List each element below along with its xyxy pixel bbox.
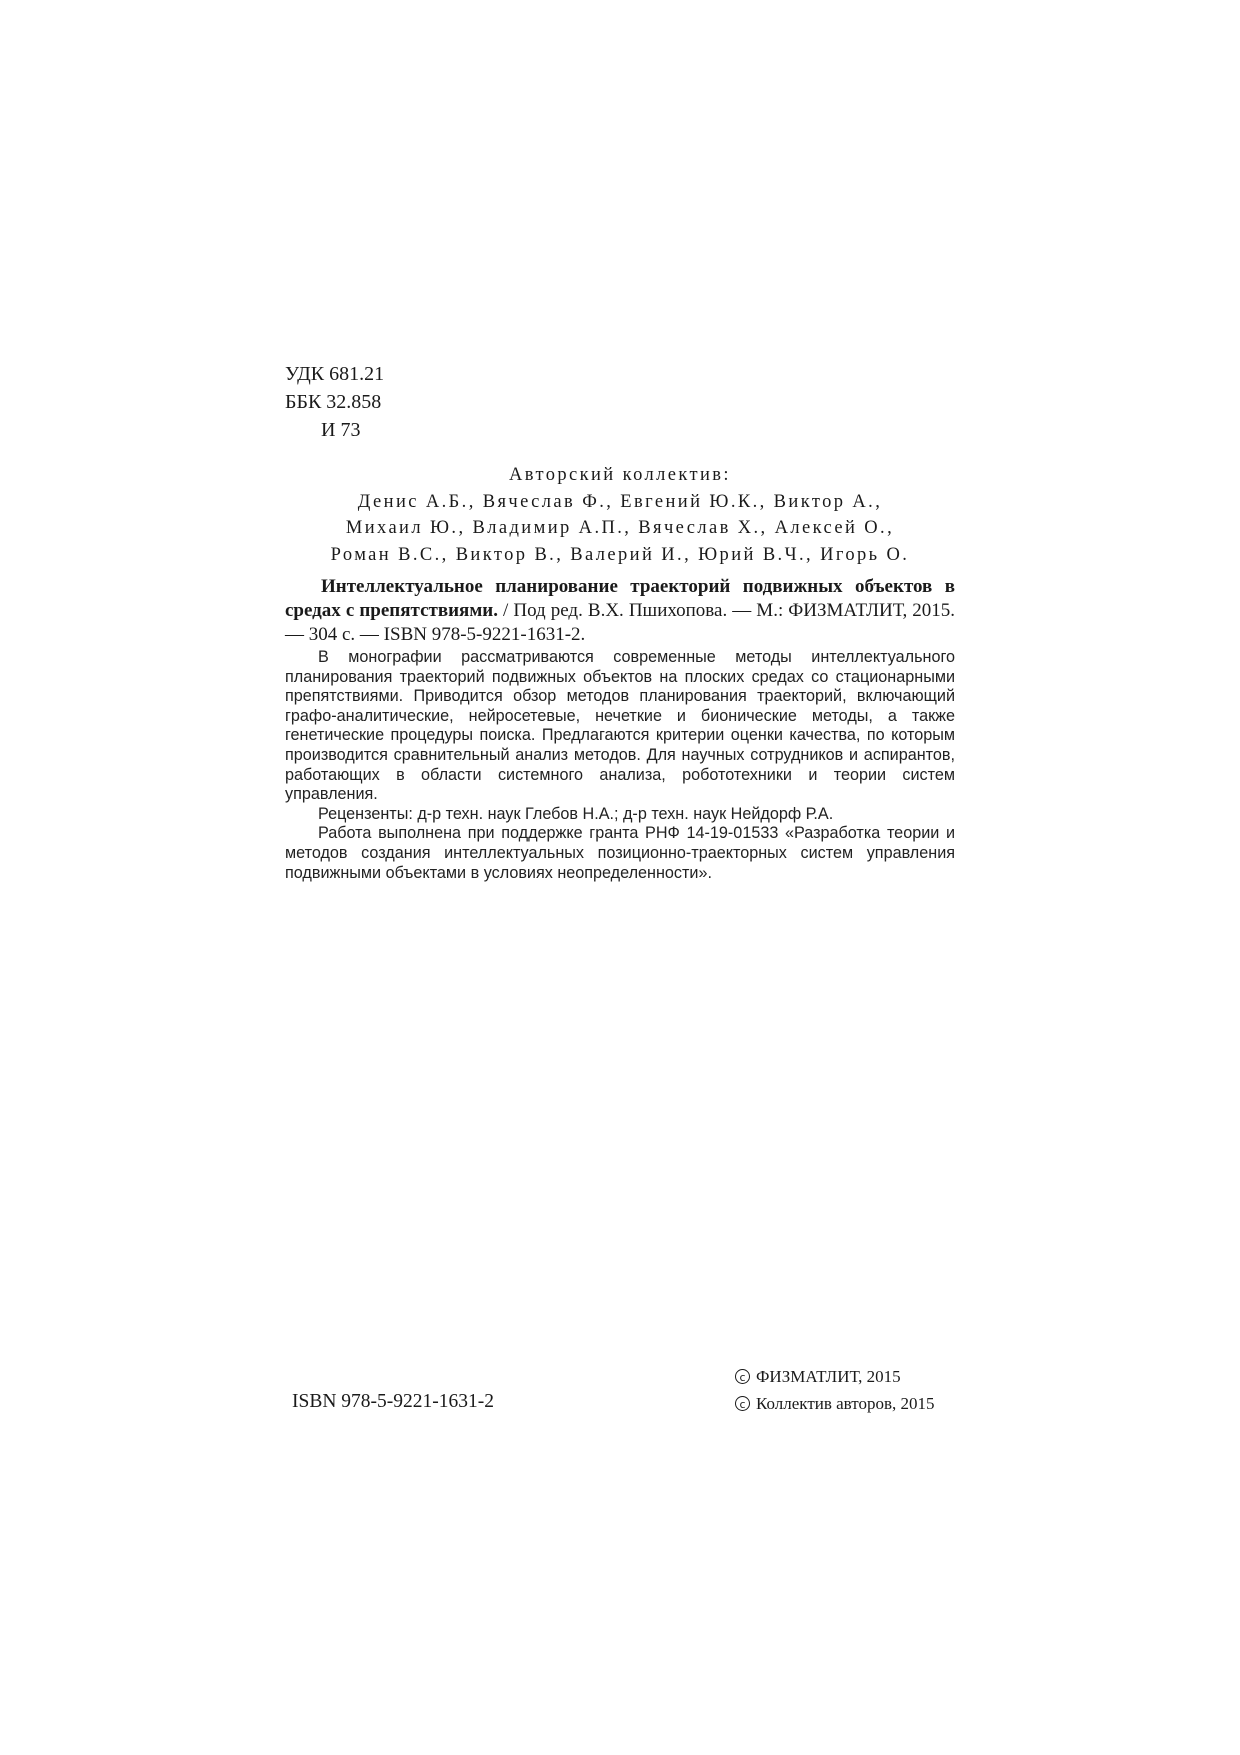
copyright-publisher [735,1363,935,1390]
classification-codes [285,360,384,444]
authors-line: Роман В.С., Виктор В., Валерий И., Юрий В.Ч., Игорь О. [330,544,910,565]
bibliographic-record [285,575,955,647]
copyright-icon: c [735,1369,750,1384]
authors-line: Денис А.Б., Вячеслав Ф., Евгений Ю.К., Виктор А., [357,491,883,512]
copyright-publisher-text: ФИЗМАТЛИТ, 2015 [756,1367,901,1386]
abstract-paragraph: В монографии рассматриваются современные методы интеллектуального планирования траекторий подвижных объектов на плоских средах со стационарными препятствиями. Приводится обзор методов планирования траекторий, включающий графо-аналитические, нейросетевые, нечеткие и бионические методы, а также генетические процедуры поиска. Предлагаются критерии оценки качества, по которым производится сравнительный анализ методов. Для научных сотрудников и аспирантов, работающих в области системного анализа, робототехники и теории систем управления. [285,648,955,804]
reviewers-paragraph: Рецензенты: д-р техн. наук Глебов Н.А.; д-р техн. наук Нейдорф Р.А. [318,804,834,823]
isbn-number: ISBN 978-5-9221-1631-2 [292,1391,495,1412]
grant-paragraph: Работа выполнена при поддержке гранта РНФ 14-19-01533 «Разработка теории и методов создания интеллектуальных позиционно-траекторных систем управления подвижными объектами в условиях неопределенности». [285,824,955,882]
copyright-authors [735,1390,935,1417]
bbk-code: ББК 32.858 [285,391,382,413]
publication-details: / Под ред. В.Х. Пшихопова. — М.: ФИЗМАТЛИТ, 2015. — 304 с. — ISBN 978-5-9221-1631-2. [285,600,955,645]
authors-line: Михаил Ю., Владимир А.П., Вячеслав Х., Алексей О., [345,518,895,538]
annotation-block [285,648,955,883]
copyright-authors-text: Коллектив авторов, 2015 [756,1394,935,1413]
book-title: Интеллектуальное планирование траекторий подвижных объектов в средах с препятствиями. [285,576,955,621]
copyright-block [735,1363,935,1417]
authors-block [285,462,955,568]
udk-code: УДК 681.21 [285,363,385,385]
copyright-icon: c [735,1396,750,1411]
authors-heading: Авторский коллектив: [509,465,731,485]
author-mark: И 73 [321,419,361,441]
